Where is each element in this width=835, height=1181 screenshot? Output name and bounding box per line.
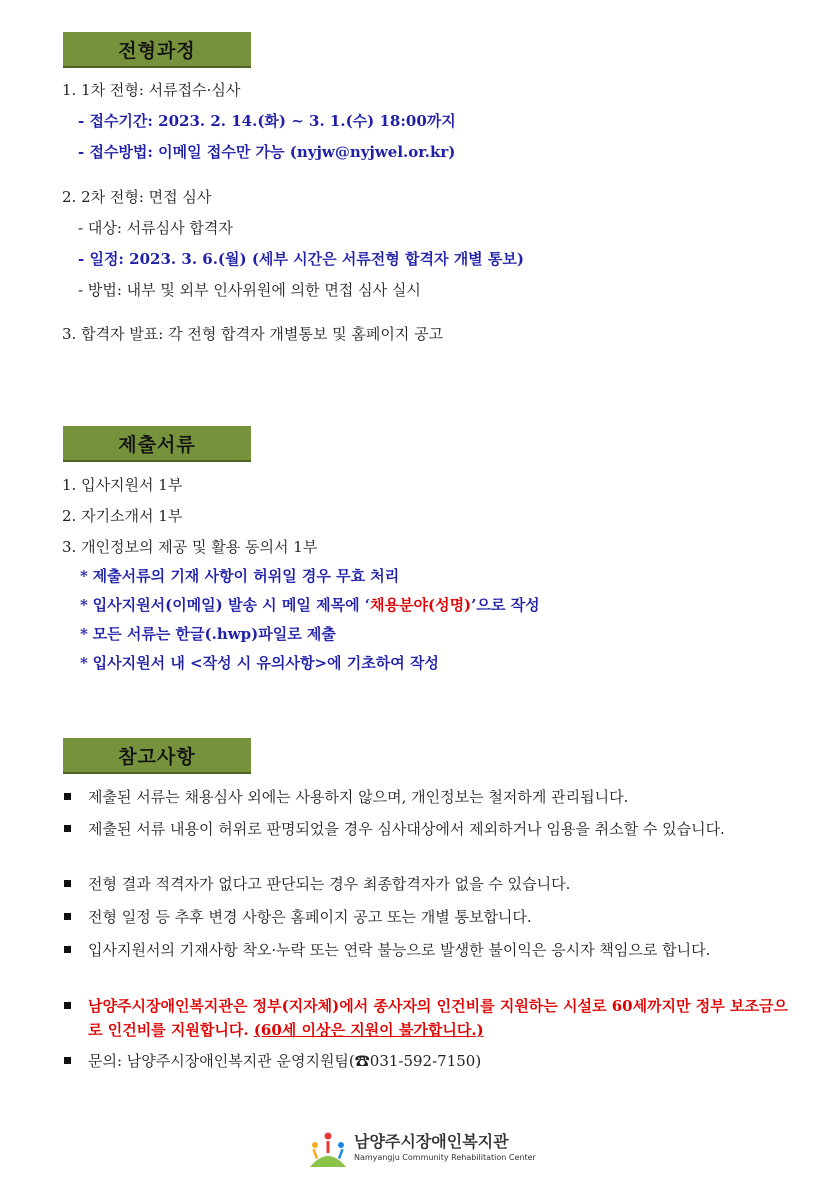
asterisk-icon: *: [80, 567, 88, 585]
organization-logo: [306, 1127, 546, 1171]
note-2: [80, 595, 540, 615]
people-logo-icon: [306, 1127, 350, 1171]
process-period: - 접수기간: 2023. 2. 14.(화) ~ 3. 1.(수) 18:00까지: [78, 112, 456, 130]
organization-name-en: Namyangju Community Rehabilitation Center: [354, 1153, 536, 1162]
note-1-text: 제출서류의 기재 사항이 허위일 경우 무효 처리: [92, 567, 400, 585]
process-item-1: 1. 1차 전형: 서류접수·심사: [62, 81, 241, 99]
process-target: - 대상: 서류심사 합격자: [78, 219, 233, 237]
note-1: [80, 566, 399, 586]
process-item-2: 2. 2차 전형: 면접 심사: [62, 188, 212, 206]
process-schedule: - 일정: 2023. 3. 6.(월) (세부 시간은 서류전형 합격자 개별 통보): [78, 250, 524, 268]
process-item-3: 3. 합격자 발표: 각 전형 합격자 개별통보 및 홈페이지 공고: [62, 325, 444, 343]
reference-note-2: 제출된 서류 내용이 허위로 판명되었을 경우 심사대상에서 제외하거나 임용을 취소할 수 있습니다.: [88, 820, 725, 838]
note-2-prefix: 입사지원서(이메일) 발송 시 메일 제목에 ‘: [92, 596, 371, 614]
document-1: 1. 입사지원서 1부: [62, 476, 183, 494]
document-2: 2. 자기소개서 1부: [62, 507, 183, 525]
note-4-text: 입사지원서 내 <작성 시 유의사항>에 기초하여 작성: [92, 654, 439, 672]
section-header-notes: 참고사항: [63, 738, 251, 774]
bullet-icon: [64, 793, 71, 800]
bullet-icon: [64, 880, 71, 887]
bullet-icon: [64, 946, 71, 953]
document-3: 3. 개인정보의 제공 및 활용 동의서 1부: [62, 538, 318, 556]
reference-note-3: 전형 결과 적격자가 없다고 판단되는 경우 최종합격자가 없을 수 있습니다.: [88, 875, 571, 893]
asterisk-icon: *: [80, 625, 88, 643]
asterisk-icon: *: [80, 654, 88, 672]
reference-note-1: 제출된 서류는 채용심사 외에는 사용하지 않으며, 개인정보는 철저하게 관리됩니다.: [88, 788, 629, 806]
bullet-icon: [64, 913, 71, 920]
note-2-suffix: ’으로 작성: [471, 596, 540, 614]
note-2-highlight: 채용분야(성명): [370, 596, 472, 614]
asterisk-icon: *: [80, 596, 88, 614]
section-header-documents: 제출서류: [63, 426, 251, 462]
process-interview-method: - 방법: 내부 및 외부 인사위원에 의한 면접 심사 실시: [78, 281, 421, 299]
reference-note-6: [88, 994, 788, 1042]
reference-note-6-main: 남양주시장애인복지관은 정부(지자체)에서 종사자의 인건비를 지원하는 시설로 60세까지만 정부 보조금으로 인건비를 지원합니다.: [88, 997, 788, 1039]
note-3-text: 모든 서류는 한글(.hwp)파일로 제출: [92, 625, 336, 643]
contact-info: 문의: 남양주시장애인복지관 운영지원팀(☎031-592-7150): [88, 1052, 482, 1070]
reference-note-6-underlined: (60세 이상은 지원이 불가합니다.): [253, 1021, 484, 1039]
bullet-icon: [64, 1057, 71, 1064]
organization-name: 남양주시장애인복지관: [354, 1132, 509, 1151]
bullet-icon: [64, 825, 71, 832]
section-header-process: 전형과정: [63, 32, 251, 68]
bullet-icon: [64, 1002, 71, 1009]
reference-note-5: 입사지원서의 기재사항 착오·누락 또는 연락 불능으로 발생한 불이익은 응시자 책임으로 합니다.: [88, 941, 711, 959]
note-4: [80, 653, 439, 673]
process-method: - 접수방법: 이메일 접수만 가능 (nyjw@nyjwel.or.kr): [78, 143, 456, 161]
reference-note-4: 전형 일정 등 추후 변경 사항은 홈페이지 공고 또는 개별 통보합니다.: [88, 908, 532, 926]
note-3: [80, 624, 336, 644]
